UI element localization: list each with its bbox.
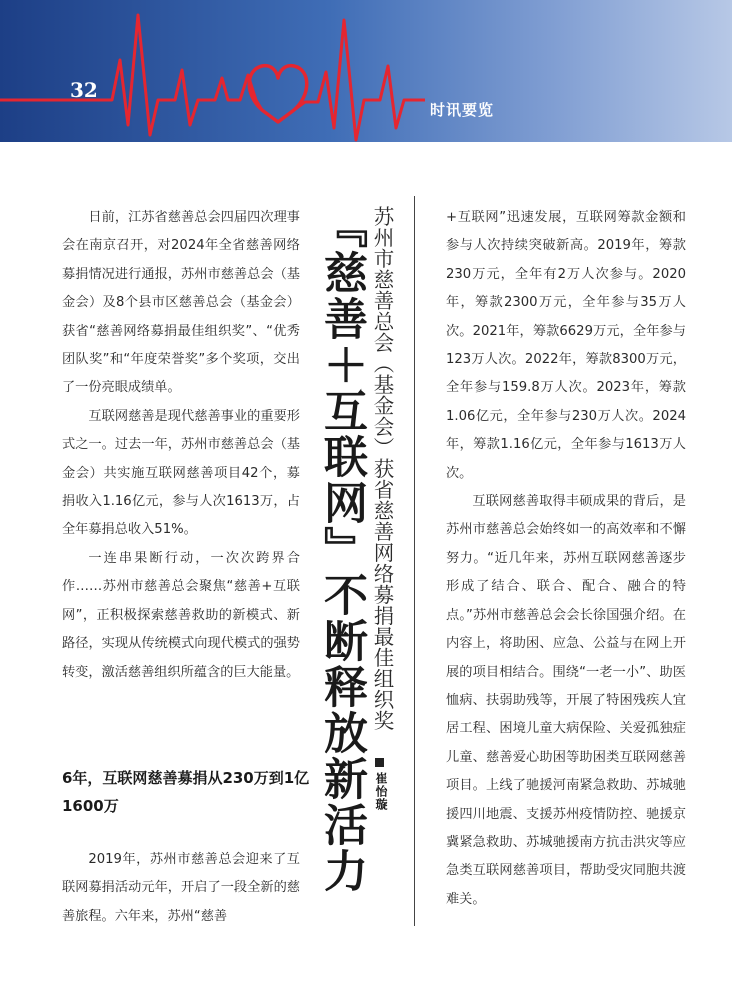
byline-marker-icon	[375, 758, 384, 767]
page-number: 32	[70, 78, 98, 102]
paragraph: +互联网”迅速发展，互联网筹款金额和参与人次持续突破新高。2019年，筹款230万元，全年有2万人次参与。2020年，筹款2300万元，全年参与35万人次。2021年，筹款6629万元，全年参与123万人次。2022年，筹款8300万元，全年参与159.8万人次。2023年，筹款1.06亿元，全年参与230万人次。2024年，筹款1.16亿元，全年参与1613万人次。	[446, 210, 686, 481]
vertical-divider	[414, 196, 415, 926]
page-header	[0, 0, 732, 142]
byline-author	[373, 772, 390, 811]
paragraph: 互联网慈善取得丰硕成果的背后，是苏州市慈善总会始终如一的高效率和不懈努力。“近几年来，苏州互联网慈善逐步形成了结合、联合、配合、融合的特点。”苏州市慈善总会会长徐国强介绍。在内容上，将助困、应急、公益与在网上开展的项目相结合。围绕“一老一小”、助医恤病、扶弱助残等，开展了特困残疾人宜居工程、困境儿童大病保险、关爱孤独症儿童、慈善爱心助困等助困类互联网慈善项目。上线了驰援河南紧急救助、苏城驰援四川地震、支援苏州疫情防控、驰援京冀紧急救助、苏城驰援南方抗击洪灾等应急类互联网慈善项目，帮助受灾同胞共渡难关。	[446, 494, 686, 907]
left-column	[62, 204, 300, 687]
left-column-bottom	[62, 846, 300, 931]
paragraph: 2019年，苏州市慈善总会迎来了互联网募捐活动元年，开启了一段全新的慈善旅程。六年来，苏州“慈善	[62, 852, 300, 924]
author-name: 崔怡璇	[374, 772, 388, 811]
paragraph: 一连串果断行动，一次次跨界合作……苏州市慈善总会聚焦“慈善+互联网”，正积极探索慈善救助的新模式、新路径，实现从传统模式向现代模式的强势转变，激活慈善组织所蕴含的巨大能量。	[62, 550, 300, 680]
subheading: 6年，互联网慈善募捐从230万到1亿1600万	[62, 769, 310, 815]
right-column	[446, 204, 686, 914]
paragraph: 互联网慈善是现代慈善事业的重要形式之一。过去一年，苏州市慈善总会（基金会）共实施互联网慈善项目42个，募捐收入1.16亿元，参与人次1613万，占全年募捐总收入51%。	[62, 408, 300, 538]
heartbeat-line-icon	[0, 0, 732, 142]
article-title: 『慈善＋互联网』不断释放新活力	[316, 204, 367, 894]
section-title: 时讯要览	[430, 101, 495, 119]
article-subtitle: 苏州市慈善总会（基金会）获省慈善网络募捐最佳组织奖	[370, 206, 394, 731]
paragraph: 日前，江苏省慈善总会四届四次理事会在南京召开，对2024年全省慈善网络募捐情况进行通报，苏州市慈善总会（基金会）及8个县市区慈善总会（基金会）获省“慈善网络募捐最佳组织奖”、“优秀团队奖”和“年度荣誉奖”多个奖项，交出了一份亮眼成绩单。	[62, 210, 300, 396]
